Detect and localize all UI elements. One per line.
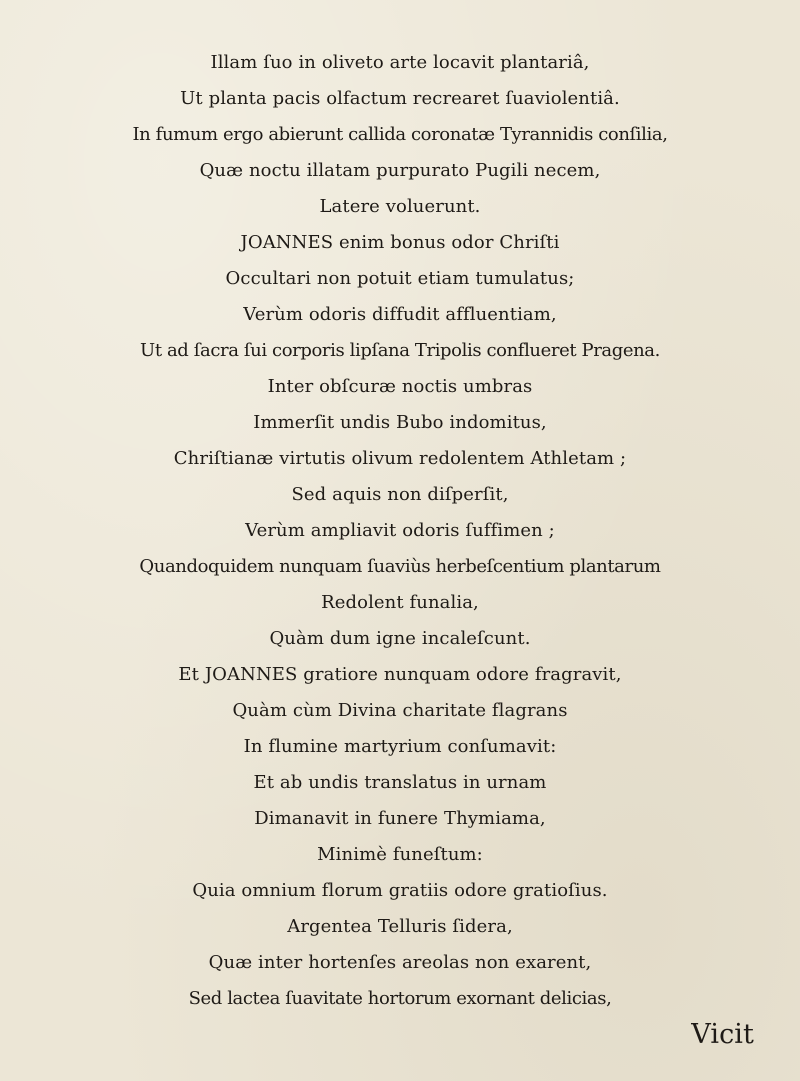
text-line: Quàm cùm Divina charitate flagrans xyxy=(232,700,568,721)
text-line: Inter obſcuræ noctis umbras xyxy=(267,376,533,397)
text-line: JOANNES enim bonus odor Chriſti xyxy=(240,232,560,253)
text-line: Quàm dum igne incaleſcunt. xyxy=(269,628,531,649)
text-line: Dimanavit in funere Thymiama, xyxy=(254,808,546,829)
text-line: Chriſtianæ virtutis olivum redolentem Athletam ; xyxy=(173,448,627,469)
text-line: In flumine martyrium conſumavit: xyxy=(243,736,557,757)
text-line: Quia omnium florum gratiis odore gratioſius. xyxy=(192,880,608,901)
text-line: In fumum ergo abierunt callida coronatæ Tyrannidis conſilia, xyxy=(132,124,668,145)
text-line: Minimè funeſtum: xyxy=(317,844,483,865)
text-line: Occultari non potuit etiam tumulatus; xyxy=(225,268,575,289)
text-line: Sed lactea ſuavitate hortorum exornant delicias, xyxy=(188,988,612,1009)
text-line: Latere voluerunt. xyxy=(319,196,481,217)
text-line: Verùm ampliavit odoris ſuffimen ; xyxy=(245,520,555,541)
text-line: Ut ad ſacra ſui corporis lipſana Tripolis conflueret Pragena. xyxy=(140,340,660,361)
text-line: Quæ noctu illatam purpurato Pugili necem, xyxy=(199,160,601,181)
text-line: Quandoquidem nunquam ſuaviùs herbeſcentium plantarum xyxy=(139,556,661,577)
text-line: Sed aquis non diſperſit, xyxy=(291,484,509,505)
text-line: Et ab undis translatus in urnam xyxy=(253,772,547,793)
text-line: Immerſit undis Bubo indomitus, xyxy=(253,412,547,433)
text-line: Argentea Telluris ſidera, xyxy=(287,916,513,937)
text-line: Verùm odoris diffudit affluentiam, xyxy=(243,304,557,325)
text-line: Illam ſuo in oliveto arte locavit plantariâ, xyxy=(210,52,590,73)
catchword: Vicit xyxy=(691,1019,754,1050)
text-line: Ut planta pacis olfactum recrearet ſuaviolentiâ. xyxy=(180,88,620,109)
text-line: Quæ inter hortenſes areolas non exarent, xyxy=(208,952,592,973)
book-page xyxy=(0,46,800,1076)
text-line: Et JOANNES gratiore nunquam odore fragravit, xyxy=(178,664,622,685)
text-line: Redolent funalia, xyxy=(321,592,479,613)
